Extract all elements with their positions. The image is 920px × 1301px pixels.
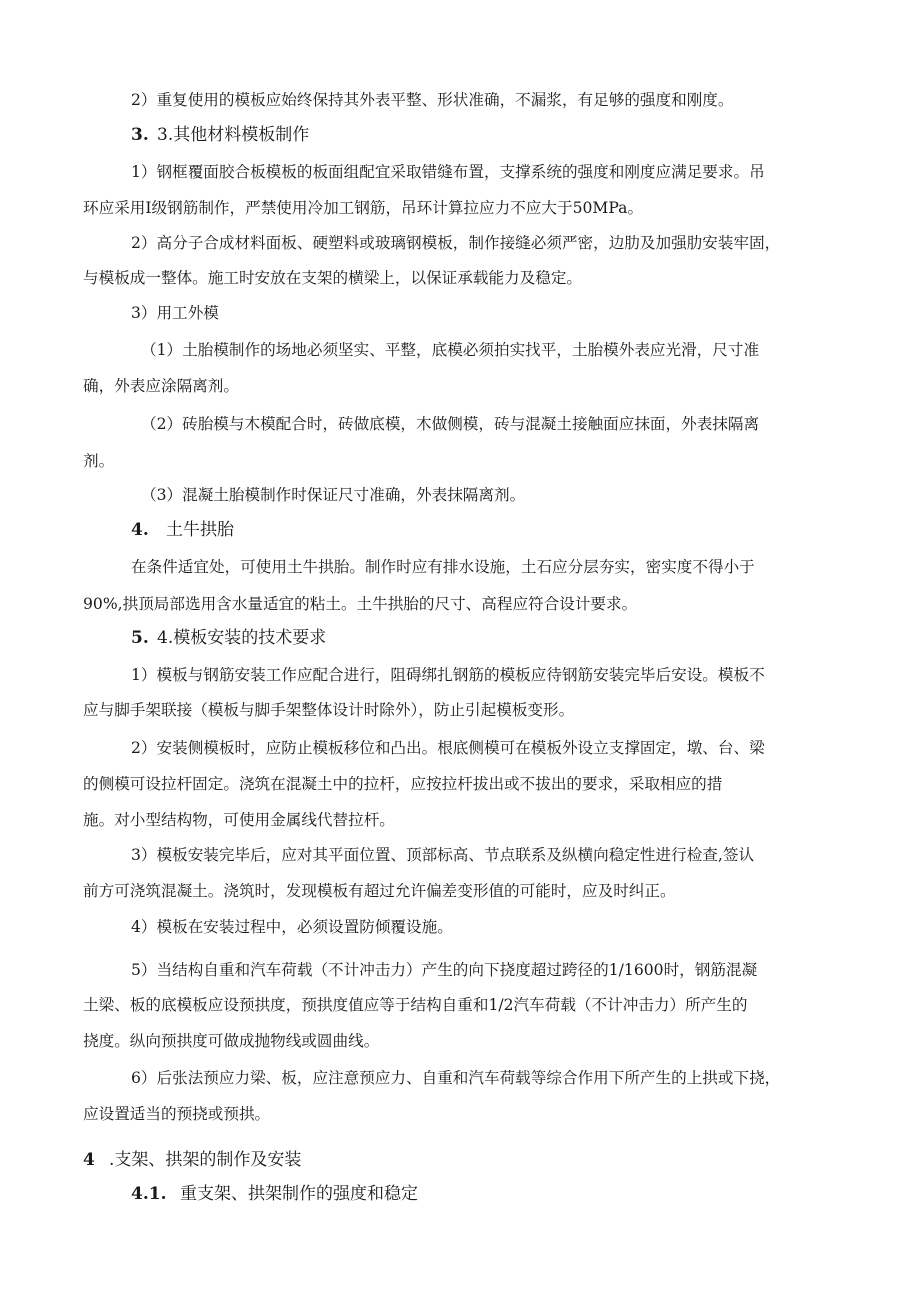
paragraph-line: 应设置适当的预挠或预拱。 xyxy=(83,1105,271,1123)
heading-text: 4.模板安装的技术要求 xyxy=(157,628,327,648)
paragraph-line: 挠度。纵向预拱度可做成抛物线或圆曲线。 xyxy=(83,1032,380,1050)
paragraph-line: 1）钢框覆面胶合板模板的板面组配宜采取错缝布置，支撑系统的强度和刚度应满足要求。吊 xyxy=(131,163,765,181)
paragraph-line: （3）混凝土胎模制作时保证尺寸准确，外表抹隔离剂。 xyxy=(141,486,526,504)
paragraph-line: 2）安装侧模板时，应防止模板移位和凸出。根底侧模可在模板外设立支撑固定，墩、台、梁 xyxy=(131,739,765,757)
paragraph-line: 确，外表应涂隔离剂。 xyxy=(83,377,239,395)
paragraph-line: 3）用工外模 xyxy=(131,304,219,322)
paragraph-line: 前方可浇筑混凝土。浇筑时，发现模板有超过允许偏差变形值的可能时，应及时纠正。 xyxy=(83,882,676,900)
paragraph-line: 90%,拱顶局部选用含水量适宜的粘土。土牛拱胎的尺寸、高程应符合设计要求。 xyxy=(83,595,638,613)
subsection-title: 重支架、拱架制作的强度和稳定 xyxy=(180,1184,418,1204)
paragraph-line: 应与脚手架联接（模板与脚手架整体设计时除外），防止引起模板变形。 xyxy=(83,701,575,719)
paragraph-line: 6）后张法预应力梁、板，应注意预应力、自重和汽车荷载等综合作用下所产生的上拱或下挠， xyxy=(131,1069,781,1087)
heading-text: 3.其他材料模板制作 xyxy=(157,125,310,145)
paragraph-line: 4）模板在安装过程中，必须设置防倾覆设施。 xyxy=(131,918,453,936)
paragraph-line: 施。对小型结构物，可使用金属线代替拉杆。 xyxy=(83,811,395,829)
paragraph-line: （1）土胎模制作的场地必须坚实、平整，底模必须拍实找平，土胎模外表应光滑，尺寸准 xyxy=(141,341,760,359)
paragraph-line: 剂。 xyxy=(83,452,115,470)
paragraph-line: 3）模板安装完毕后，应对其平面位置、顶部标高、节点联系及纵横向稳定性进行检查,签认 xyxy=(131,846,755,864)
paragraph-line: 1）模板与钢筋安装工作应配合进行，阻碍绑扎钢筋的模板应待钢筋安装完毕后安设。模板不 xyxy=(131,666,765,684)
paragraph-line: （2）砖胎模与木模配合时，砖做底模，木做侧模，砖与混凝土接触面应抹面，外表抹隔离 xyxy=(141,415,760,433)
paragraph-line: 环应采用Ⅰ级钢筋制作，严禁使用冷加工钢筋，吊环计算拉应力不应大于50MPa。 xyxy=(83,199,644,217)
heading-number: 4. xyxy=(131,520,149,540)
heading-number: 3. xyxy=(131,125,149,145)
paragraph-line: 土梁、板的底模板应设预拱度，预拱度值应等于结构自重和1/2汽车荷载（不计冲击力）所产生的 xyxy=(83,996,748,1014)
paragraph-line: 的侧模可设拉杆固定。浇筑在混凝土中的拉杆，应按拉杆拔出或不拔出的要求，采取相应的措 xyxy=(83,775,723,793)
subsection-number: 4.1. xyxy=(131,1184,167,1204)
paragraph-line: 2）重复使用的模板应始终保持其外表平整、形状准确，不漏浆，有足够的强度和刚度。 xyxy=(131,91,734,109)
heading-number: 5. xyxy=(131,628,149,648)
section-title: .支架、拱架的制作及安装 xyxy=(109,1150,302,1170)
section-number: 4 xyxy=(83,1150,95,1170)
paragraph-line: 与模板成一整体。施工时安放在支架的横梁上，以保证承载能力及稳定。 xyxy=(83,269,583,287)
paragraph-line: 5）当结构自重和汽车荷载（不计冲击力）产生的向下挠度超过跨径的1/1600时，钢筋混凝 xyxy=(131,961,758,979)
paragraph-line: 在条件适宜处，可使用土牛拱胎。制作时应有排水设施，土石应分层夯实，密实度不得小于 xyxy=(131,558,755,576)
paragraph-line: 2）高分子合成材料面板、硬塑料或玻璃钢模板，制作接缝必须严密，边肋及加强肋安装牢固， xyxy=(131,234,781,252)
heading-text: 土牛拱胎 xyxy=(166,520,234,540)
